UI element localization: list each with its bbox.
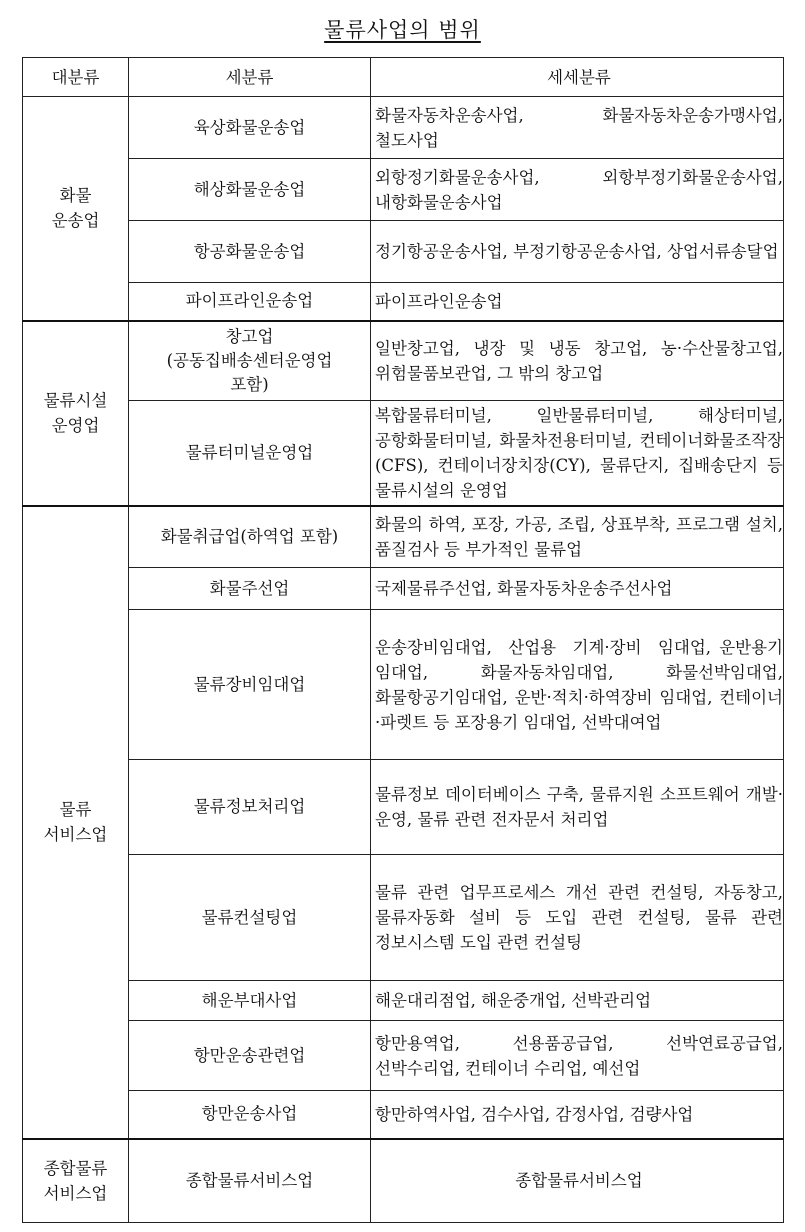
detail-category-cell: 복합물류터미널, 일반물류터미널, 해상터미널, 공항화물터미널, 화물차전용터미널, 컨테이너화물조작장(CFS), 컨테이너장치장(CY), 물류단지, 집배송단지 등 물류시설의 운영업: [371, 401, 784, 506]
detail-category-cell: 운송장비임대업, 산업용 기계·장비 임대업, 운반용기 임대업, 화물자동차임대업, 화물선박임대업, 화물항공기임대업, 운반·적치·하역장비 임대업, 컨테이너·파렛트 등 포장용기 임대업, 선박대여업: [371, 610, 784, 760]
document-title: 물류사업의 범위: [324, 18, 481, 42]
detail-category-cell: 물류정보 데이터베이스 구축, 물류지원 소프트웨어 개발·운영, 물류 관련 전자문서 처리업: [371, 760, 784, 855]
sub-category-cell: 물류정보처리업: [129, 760, 371, 855]
detail-category-cell: 물류 관련 업무프로세스 개선 관련 컨설팅, 자동창고, 물류자동화 설비 등 도입 관련 컨설팅, 물류 관련 정보시스템 도입 관련 컨설팅: [371, 855, 784, 981]
table-row: [23, 1139, 784, 1223]
table-row: [23, 855, 784, 981]
table-row: [23, 568, 784, 610]
detail-category-cell: 파이프라인운송업: [371, 283, 784, 321]
table-row: [23, 981, 784, 1021]
table-body: [23, 97, 789, 1223]
header-sub: 세분류: [129, 58, 371, 97]
sub-category-cell: 물류터미널운영업: [129, 401, 371, 506]
table-row: [23, 221, 784, 283]
sub-category-cell: 해상화물운송업: [129, 159, 371, 221]
detail-category-cell: 외항정기화물운송사업, 외항부정기화물운송사업, 내항화물운송사업: [371, 159, 784, 221]
sub-category-cell: 해운부대사업: [129, 981, 371, 1021]
table-row: [23, 760, 784, 855]
sub-category-cell: 화물취급업(하역업 포함): [129, 506, 371, 568]
detail-category-cell: 항만용역업, 선용품공급업, 선박연료공급업, 선박수리업, 컨테이너 수리업, 예선업: [371, 1021, 784, 1091]
detail-category-cell: 정기항공운송사업, 부정기항공운송사업, 상업서류송달업: [371, 221, 784, 283]
detail-category-cell: 일반창고업, 냉장 및 냉동 창고업, 농·수산물창고업, 위험물품보관업, 그 밖의 창고업: [371, 321, 784, 401]
sub-category-cell: 항만운송사업: [129, 1091, 371, 1139]
sub-category-cell: 창고업 (공동집배송센터운영업 포함): [129, 321, 371, 401]
logistics-scope-table: [22, 57, 789, 1223]
table-row: [23, 1021, 784, 1091]
table-row: [23, 506, 784, 568]
table-header-row: [23, 58, 784, 97]
header-detail: 세세분류: [371, 58, 784, 97]
table-row: [23, 610, 784, 760]
table-row: [23, 159, 784, 221]
table-row: [23, 321, 784, 401]
major-category-cell: 물류시설 운영업: [23, 321, 129, 506]
detail-category-cell: 국제물류주선업, 화물자동차운송주선사업: [371, 568, 784, 610]
header-major: 대분류: [23, 58, 129, 97]
sub-category-cell: 물류컨설팅업: [129, 855, 371, 981]
major-category-cell: 물류 서비스업: [23, 506, 129, 1139]
detail-category-cell: 화물의 하역, 포장, 가공, 조립, 상표부착, 프로그램 설치, 품질검사 등 부가적인 물류업: [371, 506, 784, 568]
table-row: [23, 97, 784, 159]
table-row: [23, 283, 784, 321]
sub-category-cell: 물류장비임대업: [129, 610, 371, 760]
sub-category-cell: 파이프라인운송업: [129, 283, 371, 321]
detail-category-cell: 화물자동차운송사업, 화물자동차운송가맹사업, 철도사업: [371, 97, 784, 159]
sub-category-cell: 화물주선업: [129, 568, 371, 610]
table-row: [23, 401, 784, 506]
detail-category-cell: 종합물류서비스업: [371, 1139, 784, 1223]
sub-category-cell: 항공화물운송업: [129, 221, 371, 283]
detail-category-cell: 해운대리점업, 해운중개업, 선박관리업: [371, 981, 784, 1021]
major-category-cell: 종합물류 서비스업: [23, 1139, 129, 1223]
sub-category-cell: 육상화물운송업: [129, 97, 371, 159]
table-row: [23, 1091, 784, 1139]
sub-category-cell: 항만운송관련업: [129, 1021, 371, 1091]
sub-category-cell: 종합물류서비스업: [129, 1139, 371, 1223]
major-category-cell: 화물 운송업: [23, 97, 129, 321]
detail-category-cell: 항만하역사업, 검수사업, 감정사업, 검량사업: [371, 1091, 784, 1139]
